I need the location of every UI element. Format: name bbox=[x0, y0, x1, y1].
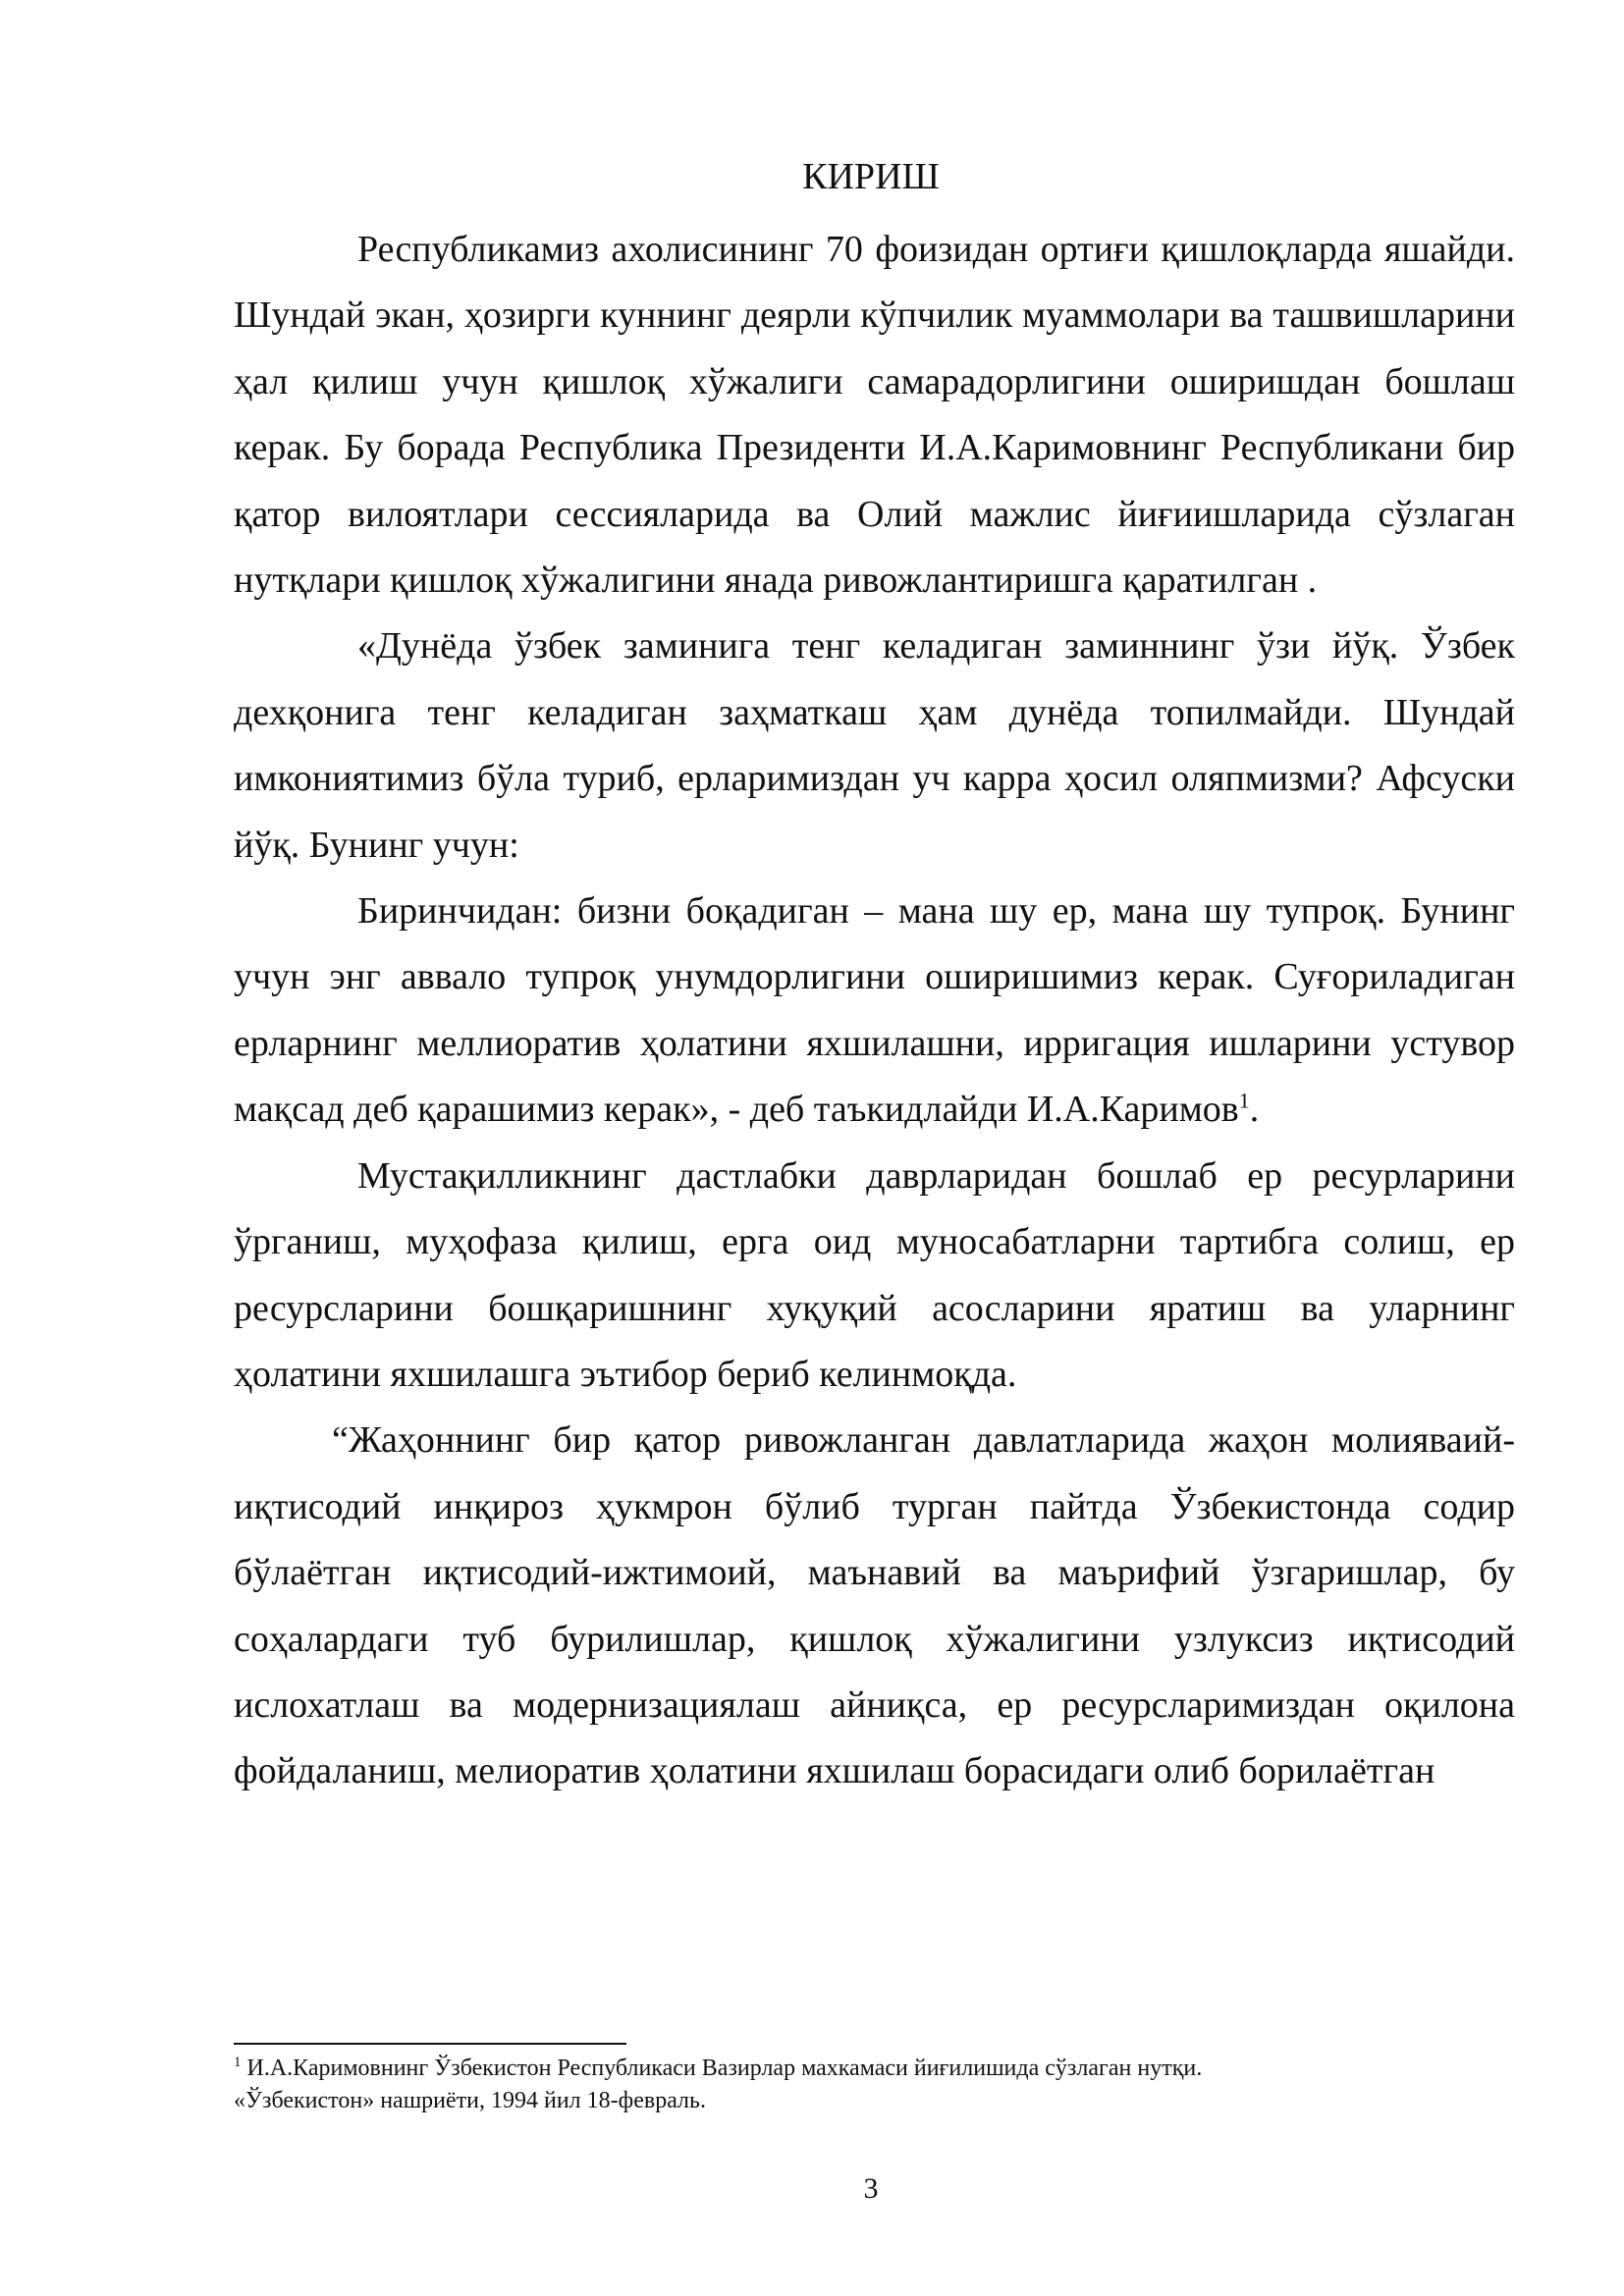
body-text bbox=[234, 217, 1515, 1805]
paragraph-4: Мустақилликнинг дастлабки даврларидан бошлаб ер ресурларини ўрганиш, муҳофаза қилиш, ерга оид муносабатларни тартибга солиш, ер ресурсларини бошқаришнинг хуқуқий асосларини яратиш ва уларнинг ҳолатини яхшилашга эътибор бериб келинмоқда. bbox=[234, 1154, 1515, 1395]
paragraph-3-end: . bbox=[1249, 1089, 1260, 1131]
footnote bbox=[234, 2053, 1515, 2117]
page-number: 3 bbox=[863, 2172, 879, 2205]
footnote-text-1: И.А.Каримовнинг Ўзбекистон Республикаси Вазирлар махкамаси йиғилишида сўзлаган нутқи. bbox=[246, 2056, 1203, 2081]
footnote-reference[interactable]: 1 bbox=[1238, 1088, 1250, 1113]
footnote-line-1 bbox=[234, 2053, 1515, 2085]
paragraph-3-text: Биринчидан: бизни боқадиган – мана шу ер, мана шу тупроқ. Бунинг учун энг аввало тупроқ унумдорлигини оширишимиз керак. Суғориладиган ерларнинг меллиоратив ҳолатини яхшилашни, ирригация ишларини устувор мақсад деб қарашимиз керак», - деб таъкидлайди И.А.Каримов bbox=[234, 890, 1515, 1131]
paragraph-2-quote: «Дунёда ўзбек заминига тенг келадиган заминнинг ўзи йўқ. Ўзбек дехқонига тенг келадиган заҳматкаш ҳам дунёда топилмайди. Шундай имкониятимиз бўла туриб, ерларимиздан уч карра ҳосил оляпмизми? Афсуски йўқ. Бунинг учун: bbox=[234, 625, 1515, 866]
footnote-marker: 1 bbox=[234, 2055, 242, 2070]
paragraph-5-quote: “Жаҳоннинг бир қатор ривожланган давлатларида жаҳон молияваий-иқтисодий инқироз ҳукмрон бўлиб турган пайтда Ўзбекистонда содир бўлаётган иқтисодий-ижтимоий, маънавий ва маърифий ўзгаришлар, бу соҳалардаги туб бурилишлар, қишлоқ хўжалигини узлуксиз иқтисодий ислохатлаш ва модернизациялаш айниқса, ер ресурсларимиздан оқилона фойдаланиш, мелиоратив ҳолатини яхшилаш борасидаги олиб борилаётган bbox=[234, 1419, 1515, 1792]
footnote-separator bbox=[234, 2043, 626, 2045]
footnote-line-2: «Ўзбекистон» нашриёти, 1994 йил 18-февраль. bbox=[234, 2088, 706, 2113]
paragraph-1: Республикамиз ахолисининг 70 фоизидан ортиғи қишлоқларда яшайди. Шундай экан, ҳозирги куннинг деярли кўпчилик муаммолари ва ташвишларини ҳал қилиш учун қишлоқ хўжалиги самарадорлигини оширишдан бошлаш керак. Бу борада Республика Президенти И.А.Каримовнинг Республикани бир қатор вилоятлари сессияларида ва Олий мажлис йиғиишларида сўзлаган нутқлари қишлоқ хўжалигини янада ривожлантиришга қаратилган . bbox=[234, 229, 1515, 602]
section-heading: КИРИШ bbox=[802, 156, 940, 197]
paragraph-3-quote bbox=[234, 879, 1515, 1144]
